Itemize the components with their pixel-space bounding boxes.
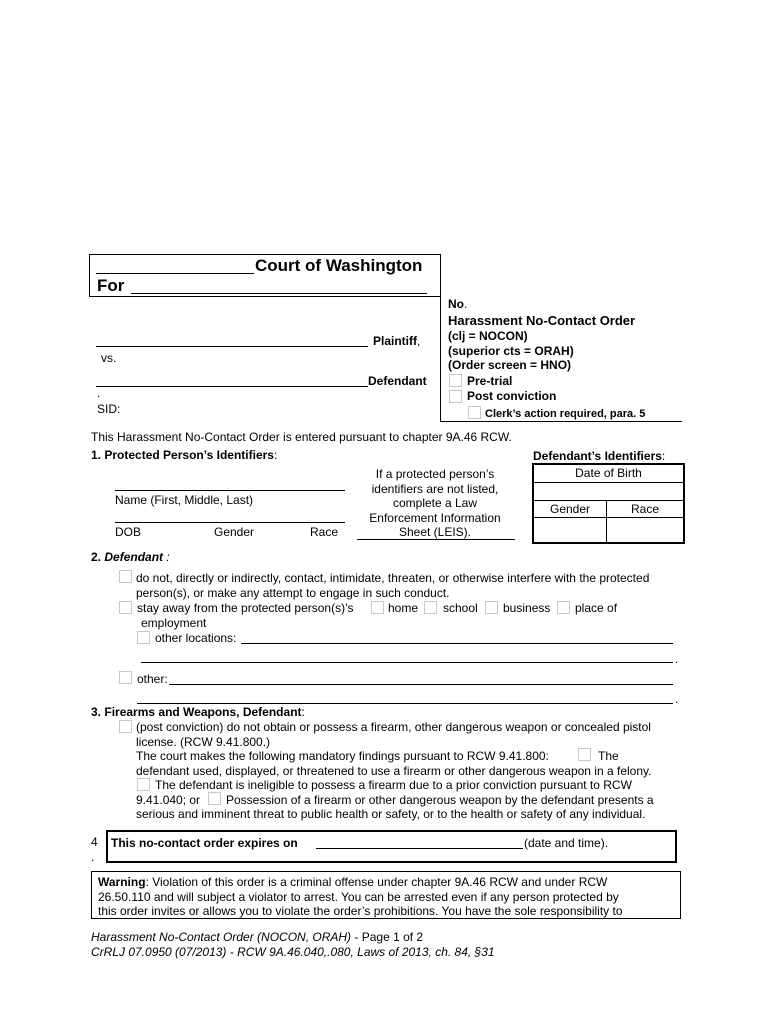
race-cell[interactable]: [607, 518, 683, 542]
expiration-label: This no-contact order expires on: [111, 836, 298, 850]
leis-underline: [357, 539, 515, 540]
finding-ineligible-checkbox[interactable]: [137, 778, 150, 791]
race-header: Race: [607, 501, 683, 518]
pretrial-label: Pre-trial: [467, 374, 513, 388]
footer-line-1: Harassment No-Contact Order (NOCON, ORAH) - Page 1 of 2: [91, 930, 424, 944]
no-contact-checkbox[interactable]: [119, 570, 132, 583]
leis-note-line: complete a Law: [392, 496, 478, 511]
business-label: business: [503, 601, 551, 615]
firearms-line-6a: 9.41.040; or: [136, 793, 201, 807]
defendant-ids-table: [532, 463, 685, 544]
school-label: school: [443, 601, 478, 615]
pretrial-checkbox[interactable]: [449, 374, 462, 387]
stay-away-checkbox[interactable]: [119, 601, 132, 614]
race-caption: Race: [310, 525, 339, 539]
firearms-line-6b: Possession of a firearm or other dangerous weapon by the defendant presents a: [226, 793, 654, 807]
other-locations-checkbox[interactable]: [137, 631, 150, 644]
post-conviction-label: Post conviction: [467, 389, 557, 403]
county-blank[interactable]: [131, 293, 427, 294]
firearms-checkbox[interactable]: [119, 720, 132, 733]
caption-divider: [440, 254, 441, 422]
dob-cell[interactable]: [534, 483, 683, 501]
section4-number: 4: [91, 835, 98, 849]
clerk-action-label: Clerk’s action required, para. 5: [485, 408, 646, 420]
stay-away-text: stay away from the protected person(s)’s: [137, 601, 354, 615]
warning-line-2: 26.50.110 and will subject a violator to arrest. You can be arrested even if any person protected by: [98, 890, 619, 904]
order-screen-code: (Order screen = HNO): [448, 358, 572, 372]
gender-header: Gender: [534, 501, 607, 518]
gender-cell[interactable]: [534, 518, 607, 542]
no-contact-text-1: do not, directly or indirectly, contact, intimidate, threaten, or otherwise interfere with the protected: [136, 571, 650, 585]
case-number-label: No.: [448, 297, 468, 311]
vs-label: vs.: [101, 351, 117, 365]
leis-note-line: If a protected person’s: [375, 467, 495, 481]
business-checkbox[interactable]: [485, 601, 498, 614]
firearms-line-7: serious and imminent threat to public health or safety, or to the health or safety of any individual.: [136, 807, 646, 821]
superior-code: (superior cts = ORAH): [448, 344, 574, 358]
sid-label: SID:: [97, 402, 121, 416]
leis-note: [360, 467, 510, 540]
dob-caption: DOB: [115, 525, 142, 539]
warning-line-1: Warning: Violation of this order is a criminal offense under chapter 9A.46 RCW and under RCW: [98, 875, 608, 889]
caption-bottom-rule: [440, 421, 682, 422]
other-locations-blank-2[interactable]: [141, 662, 673, 663]
warning-line-3: this order invites or allows you to violate the order’s prohibitions. You have the sole responsibility to: [98, 904, 623, 918]
clerk-action-checkbox[interactable]: [468, 406, 481, 419]
dob-header: Date of Birth: [534, 465, 683, 483]
other-label: other:: [137, 672, 168, 686]
finding-felony-checkbox[interactable]: [578, 748, 591, 761]
employment-label: employment: [141, 616, 207, 630]
court-title: Court of Washington: [255, 256, 423, 275]
clj-code: (clj = NOCON): [448, 329, 528, 343]
other-blank[interactable]: [169, 684, 673, 685]
court-name-blank[interactable]: [96, 273, 254, 274]
other-locations-label: other locations:: [155, 631, 237, 645]
post-conviction-checkbox[interactable]: [449, 390, 462, 403]
defendant-blank[interactable]: [96, 386, 368, 387]
firearms-line-3b: The: [598, 749, 619, 763]
other-checkbox[interactable]: [119, 671, 132, 684]
plaintiff-label: Plaintiff,: [373, 334, 421, 348]
protected-dob-blank[interactable]: [115, 522, 345, 523]
section3-heading: 3. Firearms and Weapons, Defendant:: [91, 705, 305, 719]
other-blank-2[interactable]: [137, 703, 673, 704]
school-checkbox[interactable]: [424, 601, 437, 614]
gender-caption: Gender: [214, 525, 255, 539]
section2-heading: 2. Defendant :: [91, 550, 170, 564]
no-contact-text-2: person(s), or make any attempt to engage in such conduct.: [136, 586, 450, 600]
defendant-dot: .: [97, 386, 101, 400]
defendant-label: Defendant: [368, 374, 427, 388]
other-period: .: [675, 692, 679, 706]
other-locations-blank[interactable]: [241, 643, 673, 644]
place-of-employment-checkbox[interactable]: [557, 601, 570, 614]
section1-heading: 1. Protected Person’s Identifiers:: [91, 448, 278, 462]
home-checkbox[interactable]: [371, 601, 384, 614]
leis-note-line: identifiers are not listed,: [371, 481, 499, 496]
intro-text: This Harassment No-Contact Order is entered pursuant to chapter 9A.46 RCW.: [91, 430, 512, 444]
warning-box: [91, 871, 681, 919]
expiration-date-caption: (date and time).: [524, 836, 609, 850]
place-of-label: place of: [575, 601, 618, 615]
section4-dot: .: [91, 850, 95, 864]
firearms-line-5: The defendant is ineligible to possess a firearm due to a prior conviction pursuant to RCW: [155, 778, 632, 792]
defendant-ids-heading: Defendant’s Identifiers:: [533, 449, 666, 463]
firearms-line-1: (post conviction) do not obtain or possess a firearm, other dangerous weapon or concealed pistol: [136, 720, 651, 734]
firearms-line-3: The court makes the following mandatory findings pursuant to RCW 9.41.800:: [136, 749, 549, 763]
for-label: For: [97, 276, 125, 295]
other-locations-period: .: [675, 652, 679, 666]
firearms-line-2: license. (RCW 9.41.800.): [136, 735, 271, 749]
protected-name-blank[interactable]: [115, 490, 345, 491]
expiration-date-blank[interactable]: [316, 848, 523, 849]
leis-note-line: Sheet (LEIS).: [398, 525, 472, 540]
home-label: home: [388, 601, 419, 615]
finding-threat-checkbox[interactable]: [208, 792, 221, 805]
leis-note-line: Enforcement Information: [369, 510, 501, 525]
order-title: Harassment No-Contact Order: [448, 313, 636, 328]
plaintiff-blank[interactable]: [96, 346, 368, 347]
firearms-line-4: defendant used, displayed, or threatened to use a firearm or other dangerous weapon in a felony.: [136, 764, 652, 778]
footer-line-2: CrRLJ 07.0950 (07/2013) - RCW 9A.46.040,.080, Laws of 2013, ch. 84, §31: [91, 945, 495, 959]
name-caption: Name (First, Middle, Last): [115, 493, 254, 507]
